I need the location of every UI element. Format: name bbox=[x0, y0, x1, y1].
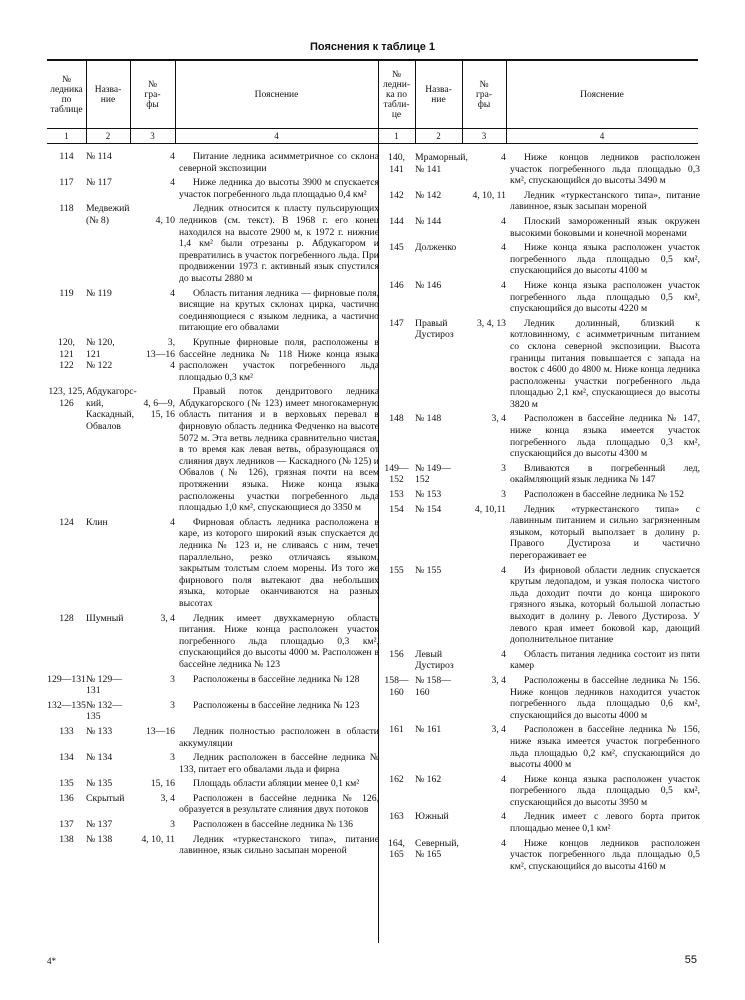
table-row bbox=[47, 726, 378, 749]
glacier-description: Из фирновой области ледник спускается крутым ледопадом, и узкая полоска чистого льда доходит почти до конца широкого грязного языка, который большой лопастью выходит в долину р. Левого Дустироза. У левого края имеет боковой кар, дающий дополнительное питание bbox=[510, 564, 700, 646]
glacier-name: Южный bbox=[415, 811, 449, 823]
glacier-name: Долженко bbox=[415, 242, 457, 254]
glacier-description: Ниже конца языка расположен участок погребенного льда площадью 0,5 км², спускающийся до высоты 3950 м bbox=[510, 773, 700, 808]
header-bottom-rule bbox=[47, 143, 698, 144]
header-mid-rule bbox=[47, 128, 698, 129]
table-row bbox=[47, 177, 378, 200]
table-row bbox=[378, 280, 698, 315]
page-number: 55 bbox=[684, 954, 697, 966]
glacier-description: Расположен в бассейне ледника № 152 bbox=[524, 489, 684, 501]
table-row bbox=[378, 649, 698, 672]
glacier-number: 153 bbox=[389, 489, 404, 501]
header-right-name: Назва- ние bbox=[425, 84, 452, 105]
glacier-description: Ниже ледника до высоты 3900 м спускается участок погребенного льда площадью 0,4 км² bbox=[179, 177, 379, 200]
glacier-number: 149—152 bbox=[384, 462, 409, 486]
table-row bbox=[378, 463, 698, 486]
graph-numbers: 4 bbox=[170, 151, 175, 162]
glacier-description: Питание ледника асимметричное со склона северной экспозиции bbox=[179, 151, 379, 174]
glacier-name: № 154 bbox=[415, 503, 442, 515]
glacier-name: № 155 bbox=[415, 564, 442, 576]
glacier-description: Расположены в бассейне ледника № 156. Ниже концов ледников находится участок погребенного льда площадью 0,6 км², спускающийся до высоты 4000 м bbox=[510, 674, 700, 721]
glacier-description: Ниже конца языка расположен участок погребенного льда площадью 0,5 км², спускающийся до высоты 4220 м bbox=[510, 279, 700, 315]
table-row bbox=[378, 838, 698, 873]
glacier-description: Ниже концов ледников расположен участок погребенного льда площадью 0,5 км², спускающийся до высоты 4160 м bbox=[510, 837, 700, 872]
glacier-number: 142 bbox=[389, 189, 404, 201]
glacier-description: Вливаются в погребенный лед, окаймляющий язык ледника № 147 bbox=[510, 462, 700, 486]
column-number: 1 bbox=[394, 131, 399, 141]
glacier-description: Ледник расположен в бассейне ледника № 133, питает его обвалами льда и фирна bbox=[179, 752, 379, 775]
graph-numbers: 3 bbox=[170, 819, 175, 831]
glacier-description: Ледник полностью расположен в области аккумуляции bbox=[179, 725, 379, 749]
glacier-name: № 135 bbox=[86, 778, 113, 790]
glacier-name: № 133 bbox=[86, 725, 113, 737]
glacier-name: Клин bbox=[86, 516, 108, 528]
graph-numbers: 4 bbox=[501, 152, 506, 163]
table-row bbox=[47, 386, 378, 514]
graph-numbers: 3, 13—16 4 bbox=[145, 336, 175, 372]
glacier-name: № 158—160 bbox=[415, 674, 451, 698]
glacier-description: Фирновая область ледника расположена в каре, из которого широкий язык спускается до ледника № 123 и, не сливаясь с ним, течет параллельно, резко отличаясь языком, закрытым толстым слоем морены. Из того же фирнового поля вытекают два небольших языка, которые оканчиваются на разных высотах bbox=[179, 516, 379, 609]
glacier-number: 144 bbox=[389, 215, 404, 227]
glacier-description: Расположен в бассейне ледника № 126, образуется в результате слияния двух потоков bbox=[179, 792, 379, 816]
graph-numbers: 4 bbox=[170, 177, 175, 189]
glacier-name: № 142 bbox=[415, 189, 442, 201]
glacier-description: Расположен в бассейне ледника № 147, ниже конца языка имеется участок погребенного льда площадью 0,3 км², спускающийся до высоты 4300 м bbox=[510, 413, 700, 460]
graph-numbers: 4 bbox=[501, 279, 506, 291]
table-row bbox=[47, 203, 378, 284]
graph-numbers: 4, 6—9, 15, 16 bbox=[143, 397, 175, 421]
header-right-graphs: № гра- фы bbox=[475, 79, 493, 110]
glacier-number: 148 bbox=[389, 413, 404, 425]
table-row bbox=[47, 337, 378, 383]
glacier-number: 145 bbox=[389, 242, 404, 254]
glacier-name: № 134 bbox=[86, 752, 113, 764]
glacier-name: Северный, № 165 bbox=[415, 837, 459, 861]
left-table-body bbox=[47, 151, 378, 860]
graph-numbers: 4 bbox=[501, 564, 506, 576]
glacier-name: № 153 bbox=[415, 489, 442, 501]
glacier-number: 119 bbox=[59, 287, 74, 299]
graph-numbers: 4 bbox=[501, 648, 506, 660]
header-right-desc: Пояснение bbox=[580, 89, 624, 100]
glacier-description: Расположен в бассейне ледника № 136 bbox=[193, 819, 353, 831]
glacier-number: 162 bbox=[389, 773, 404, 785]
column-number: 1 bbox=[64, 131, 69, 141]
glacier-description: Область питания ледника — фирновые поля, висящие на крутых склонах цирка, частично соединяющиеся с языком ледника, а частично питающие его обвалами bbox=[179, 287, 379, 334]
table-row bbox=[47, 778, 378, 790]
table-row bbox=[47, 834, 378, 857]
table-row bbox=[378, 216, 698, 239]
glacier-description: Плоский замороженный язык окружен высокими боковыми и конечной моренами bbox=[510, 215, 700, 239]
glacier-name: № 161 bbox=[415, 724, 442, 736]
glacier-number: 118 bbox=[59, 203, 74, 215]
table-row bbox=[378, 152, 698, 187]
glacier-description: Ниже конца языка расположен участок погребенного льда площадью 0,5 км², спускающийся до высоты 4100 м bbox=[510, 242, 700, 277]
glacier-name: № 120, 121 № 122 bbox=[86, 336, 115, 372]
glacier-name: Мраморный, № 141 bbox=[415, 152, 468, 175]
column-number: 3 bbox=[481, 131, 487, 141]
glacier-name: № 149—152 bbox=[415, 462, 451, 486]
column-number: 4 bbox=[274, 131, 279, 141]
glacier-number: 158—160 bbox=[384, 674, 409, 698]
glacier-description: Ледник имеет с левого борта приток площадью менее 0,1 км² bbox=[510, 811, 700, 835]
signature-mark: 4* bbox=[47, 956, 56, 966]
glacier-description: Расположен в бассейне ледника № 156, ниже языка имеется участок погребенного льда площадью 0,2 км², спускающийся до высоты 4000 м bbox=[510, 724, 700, 771]
glacier-name: № 137 bbox=[86, 819, 113, 831]
glacier-number: 117 bbox=[59, 177, 74, 189]
header-left-num: № ледника по таблице bbox=[50, 74, 83, 115]
glacier-name: № 146 bbox=[415, 279, 442, 291]
glacier-name: № 114 bbox=[86, 151, 112, 162]
graph-numbers: 3 bbox=[501, 462, 506, 474]
glacier-name: Скрытый bbox=[86, 792, 125, 804]
glacier-description: Ледник «туркестанского типа» с лавинным питанием и сильно загрязненным языком, который выползает в долину р. Правого Дустироза и частично перегораживает ее bbox=[510, 503, 700, 561]
table-row bbox=[47, 674, 378, 697]
glacier-number: 128 bbox=[59, 612, 74, 624]
glacier-description: Ледник долинный, близкий к котловинному, с асимметричным питанием со склона северной экспозиции. Высота границы питания повышается с запада на восток с 4600 до 4800 м. Ниже конца ледника расположены участки погребенного льда площадью 2,1 км², спускающиеся до высоты 3820 м bbox=[510, 317, 700, 410]
right-table-body bbox=[378, 152, 698, 875]
graph-numbers: 4, 10,11 bbox=[474, 503, 506, 515]
table-row bbox=[378, 724, 698, 770]
graph-numbers: 4 bbox=[170, 287, 175, 299]
graph-numbers: 4 bbox=[170, 516, 175, 528]
column-number: 2 bbox=[436, 131, 441, 141]
glacier-number: 123, 125, 126 bbox=[48, 386, 85, 409]
table-row bbox=[47, 517, 378, 610]
glacier-number: 163 bbox=[389, 811, 404, 823]
glacier-number: 140, 141 bbox=[388, 152, 405, 175]
header-right-num: № ледни- ка по табли- це bbox=[383, 69, 410, 120]
glacier-name: № 138 bbox=[86, 833, 113, 845]
graph-numbers: 4 bbox=[501, 242, 506, 254]
glacier-number: 156 bbox=[389, 648, 404, 660]
graph-numbers: 3, 4 bbox=[491, 413, 506, 425]
glacier-number: 147 bbox=[389, 317, 404, 329]
graph-numbers: 4, 10, 11 bbox=[472, 189, 506, 201]
header-left-name: Назва- ние bbox=[94, 84, 122, 105]
glacier-number: 164, 165 bbox=[388, 837, 405, 861]
glacier-number: 124 bbox=[59, 516, 74, 528]
glacier-number: 138 bbox=[59, 833, 74, 845]
glacier-description: Ледник имеет двухкамерную область питания. Ниже конца расположен участок погребенного льда площадью 0,3 км², спускающийся до высоты 4000 м. Расположен в бассейне ледника № 123 bbox=[179, 612, 379, 670]
graph-numbers: 3, 4 bbox=[491, 724, 506, 736]
glacier-number: 146 bbox=[389, 279, 404, 291]
table-row bbox=[47, 151, 378, 174]
table-row bbox=[378, 565, 698, 646]
glacier-name: Левый Дустироз bbox=[415, 648, 454, 672]
glacier-number: 154 bbox=[389, 503, 404, 515]
page-title: Пояснения к таблице 1 bbox=[309, 41, 436, 53]
table-row bbox=[378, 774, 698, 809]
graph-numbers: 3 bbox=[501, 489, 506, 501]
graph-numbers: 15, 16 bbox=[150, 778, 175, 790]
glacier-number: 135 bbox=[59, 778, 74, 790]
glacier-name: № 144 bbox=[415, 215, 442, 227]
graph-numbers: 13—16 bbox=[145, 725, 175, 737]
graph-numbers: 4, 10 bbox=[155, 214, 175, 226]
graph-numbers: 3, 4, 13 bbox=[476, 317, 506, 329]
graph-numbers: 4 bbox=[501, 215, 506, 227]
table-row bbox=[378, 489, 698, 501]
glacier-description: Крупные фирновые поля, расположены в бассейне ледника № 118 Ниже конца языка расположен участок погребенного льда площадью 0,3 км² bbox=[179, 336, 379, 383]
glacier-name: № 129—131 bbox=[86, 673, 122, 697]
table-row bbox=[47, 752, 378, 775]
table-row bbox=[378, 811, 698, 834]
glacier-number: 155 bbox=[389, 564, 404, 576]
glacier-name: № 117 bbox=[86, 177, 112, 189]
header-left-graphs: № гра- фы bbox=[144, 79, 161, 110]
column-number: 2 bbox=[105, 131, 111, 141]
glacier-description: Ледник «туркестанского типа», питание лавинное, язык засыпан мореной bbox=[510, 189, 700, 213]
table-row bbox=[378, 318, 698, 411]
glacier-number: 114 bbox=[59, 151, 74, 162]
graph-numbers: 4, 10, 11 bbox=[141, 833, 175, 845]
column-number: 3 bbox=[150, 131, 155, 141]
glacier-description: Правый поток дендритового ледника Абдукагорского (№ 123) имеет многокамерную область питания и в верховьях перевал в фирновую область ледника Федченко на высоте 5072 м. Эта ветвь ледника сравнительно чистая, в то время как левая ветвь, образующаяся от слияния двух ледников — Каскадного (№ 125) и Обвалов (№ 126), грязная почти на всем протяжении языка. Ниже конца языка расположены участки погребенного льда площадью 1,0 км², спускающиеся до 3350 м bbox=[179, 386, 379, 514]
glacier-description: Ледник относится к пласту пульсирующих ледников (см. текст). В 1968 г. его конец находился на высоте 2900 м, к 1972 г. нижние 1,4 км² были отрезаны р. Абдукагором и превратились в участок погребенного льда. При продвижении 1973 г. активный язык спустился до высоты 2880 м bbox=[179, 203, 379, 284]
table-row bbox=[47, 819, 378, 831]
table-row bbox=[47, 288, 378, 334]
glacier-number: 129—131 bbox=[47, 673, 86, 685]
glacier-description: Ниже концов ледников расположен участок погребенного льда площадью 0,3 км², спускающийся до высоты 3490 м bbox=[510, 152, 700, 187]
glacier-number: 161 bbox=[389, 724, 404, 736]
glacier-name: № 119 bbox=[86, 287, 112, 299]
header-left-desc: Пояснение bbox=[254, 89, 299, 100]
glacier-name: Шумный bbox=[86, 612, 124, 624]
column-number: 4 bbox=[599, 131, 605, 141]
glacier-name: Медвежий (№ 8) bbox=[86, 203, 130, 226]
graph-numbers: 3, 4 bbox=[491, 674, 506, 686]
glacier-description: Область питания ледника состоит из пяти камер bbox=[510, 648, 700, 672]
graph-numbers: 4 bbox=[501, 773, 506, 785]
glacier-description: Расположены в бассейне ледника № 128 bbox=[193, 673, 360, 685]
body-center-divider bbox=[378, 143, 379, 943]
glacier-description: Ледник «туркестанского типа», питание лавинное, язык сильно засыпан мореной bbox=[179, 833, 379, 857]
glacier-number: 132—135 bbox=[47, 699, 86, 711]
table-row bbox=[378, 504, 698, 562]
glacier-description: Площадь области абляции менее 0,1 км² bbox=[193, 778, 360, 790]
graph-numbers: 4 bbox=[501, 837, 506, 849]
table-row bbox=[378, 413, 698, 459]
graph-numbers: 3 bbox=[170, 752, 175, 764]
glacier-number: 136 bbox=[59, 792, 74, 804]
table-row bbox=[378, 190, 698, 213]
table-row bbox=[47, 793, 378, 816]
glacier-name: Абдукагорс- кий, Каскадный, Обвалов bbox=[86, 386, 137, 433]
graph-numbers: 3, 4 bbox=[160, 612, 175, 624]
table-row bbox=[47, 613, 378, 671]
glacier-name: № 132—135 bbox=[86, 699, 122, 723]
glacier-number: 137 bbox=[59, 819, 74, 831]
graph-numbers: 3 bbox=[170, 673, 175, 685]
glacier-name: № 162 bbox=[415, 773, 442, 785]
graph-numbers: 3 bbox=[170, 699, 175, 711]
glacier-description: Расположены в бассейне ледника № 123 bbox=[193, 699, 360, 711]
table-row bbox=[47, 700, 378, 723]
table-row bbox=[378, 242, 698, 277]
graph-numbers: 3, 4 bbox=[160, 792, 175, 804]
graph-numbers: 4 bbox=[501, 811, 506, 823]
glacier-name: № 148 bbox=[415, 413, 442, 425]
table-row bbox=[378, 675, 698, 721]
glacier-number: 134 bbox=[59, 752, 74, 764]
glacier-number: 120, 121 122 bbox=[58, 336, 75, 372]
glacier-number: 133 bbox=[59, 725, 74, 737]
glacier-name: Правый Дустироз bbox=[415, 317, 454, 341]
